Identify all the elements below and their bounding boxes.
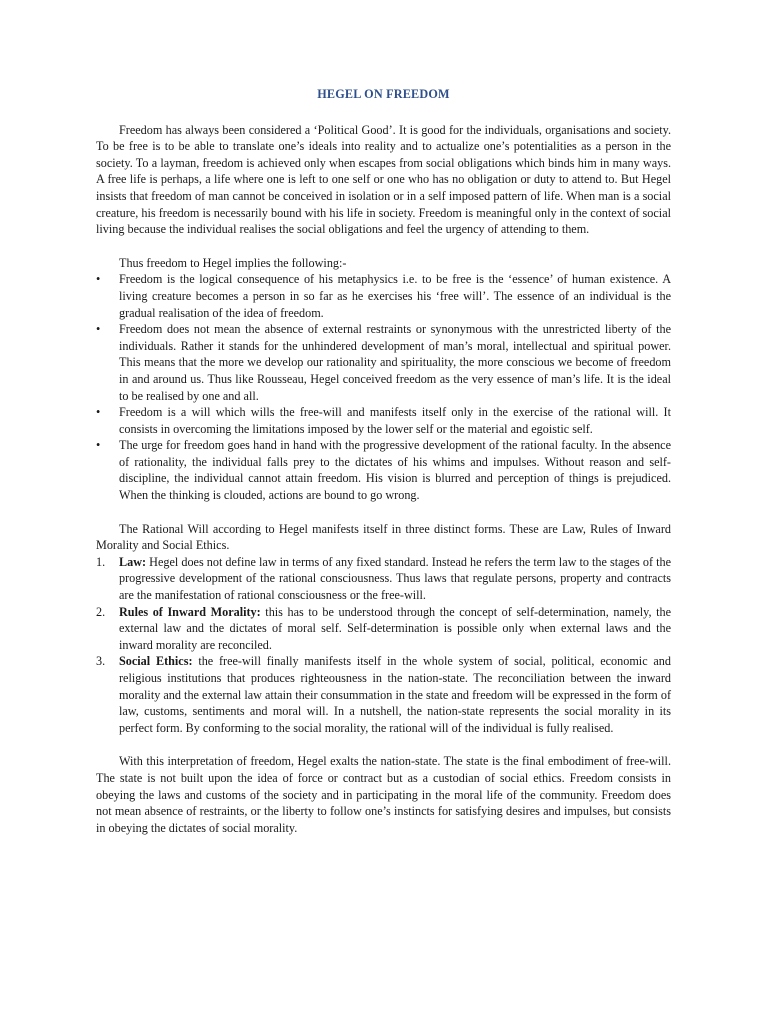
- form-text: this has to be understood through the concept of self-determination, namely, the external law and the dictates of moral self. Self-determination is possible only when external laws and the inward morality are reconciled.: [119, 604, 671, 652]
- bullet-text: Freedom does not mean the absence of external restraints or synonymous with the unrestricted liberty of the individuals. Rather it stands for the unhindered development of man’s moral, intellectual and spiritual power. This means that the more we develop our rationality and spirituality, the more conscious we become of freedom in and around us. Thus like Rousseau, Hegel conceived freedom as the very essence of man’s life. It is the ideal to be realised by one and all.: [119, 322, 671, 403]
- form-item-law: [96, 554, 671, 604]
- bullet-marker: •: [96, 438, 101, 453]
- document-title: HEGEL ON FREEDOM: [317, 87, 450, 101]
- bullet-item: [96, 404, 671, 437]
- bullet-text: The urge for freedom goes hand in hand with the progressive development of the rational faculty. In the absence of rationality, the individual falls prey to the dictates of his whims and impulses. Without reason and self-discipline, the individual cannot attain freedom. His vision is blurred and perception of things is prejudiced. When the thinking is clouded, actions are bound to go wrong.: [119, 438, 671, 503]
- bullet-item: [96, 271, 671, 321]
- conclusion-paragraph: With this interpretation of freedom, Hegel exalts the nation-state. The state is the final embodiment of free-will. The state is not built upon the idea of force or contract but as a custodian of social ethics. Freedom consists in obeying the laws and customs of the society and in participating in the moral life of the community. Freedom does not mean absence of restraints, or the liberty to follow one’s instincts for satisfying desires and impulses, but consists in obeying the dictates of social morality.: [96, 754, 671, 835]
- rational-will-intro: The Rational Will according to Hegel manifests itself in three distinct forms. These are Law, Rules of Inward Morality and Social Ethics.: [96, 521, 671, 553]
- form-term: Law:: [119, 554, 147, 569]
- bullet-marker: •: [96, 272, 101, 287]
- intro-paragraph: Freedom has always been considered a ‘Political Good’. It is good for the individuals, organisations and society. To be free is to be able to translate one’s ideals into reality and to actualize one’s potentialities as a person in the society. To a layman, freedom is achieved only when escapes from social obligations which binds him in many ways. A free life is perhaps, a life where one is left to one self or one who has no obligation or duty to attend to. But Hegel insists that freedom of man cannot be conceived in isolation or in a self imposed pattern of life. When man is a social creature, his freedom is necessarily bound with his life in society. Freedom is meaningful only in the context of social living because the individual realises the social obligations and feel the urgency of attending to them.: [96, 122, 671, 237]
- form-text: the free-will finally manifests itself in the whole system of social, political, economic and religious institutions that produces righteousness in the nation-state. The reconciliation between the inward morality and the external law attain their consummation in the state and freedom will be expressed in the form of law, customs, sentiments and moral will. In a nutshell, the nation-state represents the social morality in its perfect form. By conforming to the social morality, the rational will of the individual is fully realised.: [119, 654, 671, 735]
- form-item-inward-morality: [96, 604, 671, 654]
- list-number: 1.: [96, 554, 106, 569]
- hegel-freedom-bullet-list: [96, 271, 671, 503]
- spacer: [96, 504, 671, 521]
- document-page: [96, 86, 671, 836]
- spacer: [96, 238, 671, 255]
- bullet-marker: •: [96, 405, 101, 420]
- rational-will-forms-list: [96, 554, 671, 737]
- list-number: 3.: [96, 654, 106, 669]
- bullet-item: [96, 437, 671, 503]
- form-item-social-ethics: [96, 653, 671, 736]
- implies-intro: Thus freedom to Hegel implies the following:-: [119, 255, 347, 270]
- form-term: Social Ethics:: [119, 654, 193, 669]
- list-number: 2.: [96, 604, 106, 619]
- spacer: [96, 736, 671, 753]
- form-term: Rules of Inward Morality:: [119, 604, 261, 619]
- bullet-marker: •: [96, 322, 101, 337]
- bullet-text: Freedom is a will which wills the free-will and manifests itself only in the exercise of the rational will. It consists in overcoming the limitations imposed by the lower self or the material and egoistic self.: [119, 405, 671, 436]
- bullet-text: Freedom is the logical consequence of his metaphysics i.e. to be free is the ‘essence’ of human existence. A living creature becomes a person in so far as he exercises his ‘free will’. The essence of an individual is the gradual realisation of the idea of freedom.: [119, 272, 671, 320]
- bullet-item: [96, 321, 671, 404]
- form-text: Hegel does not define law in terms of any fixed standard. Instead he refers the term law to the stages of the progressive development of the rational consciousness. Thus laws that regulate persons, property and contracts are the manifestation of rational consciousness or the free-will.: [119, 554, 671, 603]
